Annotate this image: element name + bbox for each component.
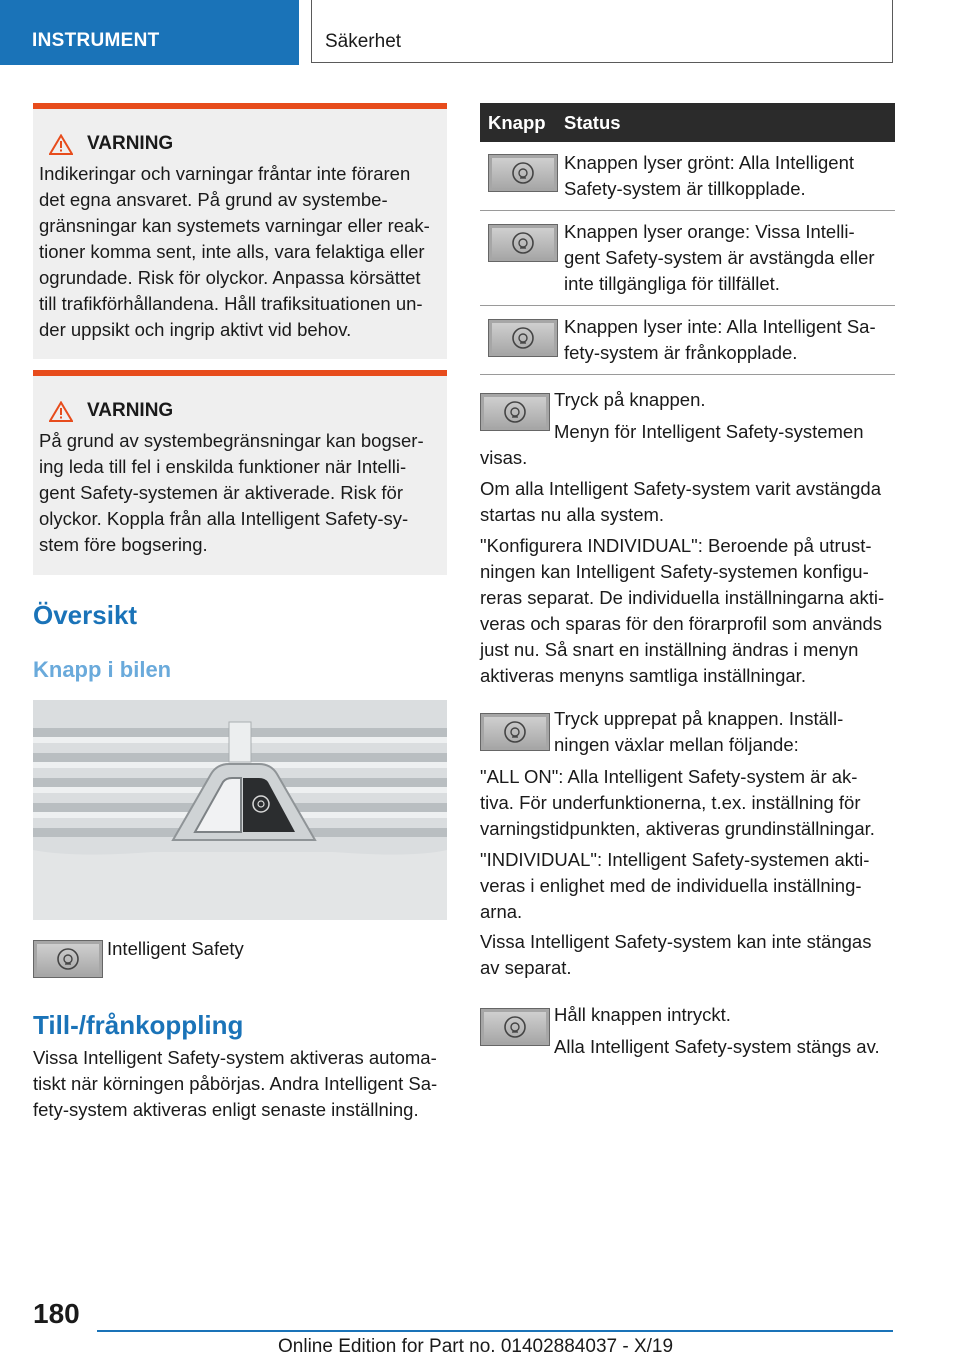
- intelligent-safety-button-icon: [33, 940, 103, 978]
- button-off-icon: [488, 319, 558, 357]
- step-hold: Håll knappen intryckt.: [554, 1004, 731, 1025]
- air-vent-illustration: [33, 700, 447, 920]
- button-icon: [480, 393, 550, 431]
- warning-title: VARNING: [87, 133, 174, 154]
- step-repeat: Tryck upprepat på knappen. Inställ‐ ningen växlar mellan följande:: [554, 708, 844, 755]
- warning-text: På grund av systembegränsningar kan bogser‐ ing leda till fel i enskilda funktioner när Intelli‐ gent Safety-systemen är aktiverade. Risk för olyckor. Koppla från alla Intelligent Safety-sy‐ stem före bogsering.: [39, 430, 424, 555]
- step-press-result: Menyn för Intelligent Safety-systemen: [554, 421, 864, 442]
- edition-text: Online Edition for Part no. 01402884037 - X/19: [278, 1336, 674, 1357]
- warning-box-2: [33, 370, 447, 575]
- status-cell: Knappen lyser grönt: Alla Intelligent Safety-system är tillkopplade.: [564, 142, 895, 211]
- status-cell: Knappen lyser orange: Vissa Intelli‐ gent Safety-system är avstängda eller inte tillgängliga för tillfället.: [564, 211, 895, 306]
- warning-triangle-icon: [49, 401, 73, 422]
- section-label: INSTRUMENT: [32, 30, 160, 51]
- paragraph-all-on: "ALL ON": Alla Intelligent Safety-system är ak‐ tiva. För underfunktionerna, t.ex. inställning för varningstidpunkten, aktiveras grundinställningar.: [480, 766, 875, 839]
- paragraph-configure: "Konfigurera INDIVIDUAL": Beroende på utrust‐ ningen kan Intelligent Safety-systemen konfigu‐ reras separat. De individuella inställningarna akti‐ veras och sparas för den förarprofil som används just nu. Så snart en inställning ändras i menyn aktiveras menyns samtliga inställningar.: [480, 535, 885, 686]
- column-header-button: Knapp: [480, 103, 564, 142]
- warning-box-1: [33, 103, 447, 359]
- section-tab: [0, 0, 299, 65]
- table-row: [480, 306, 895, 375]
- button-icon: [480, 1008, 550, 1046]
- button-location-heading: Knapp i bilen: [33, 657, 172, 682]
- table-row: [480, 142, 895, 211]
- column-header-status: Status: [564, 103, 895, 142]
- paragraph-individual: "INDIVIDUAL": Intelligent Safety-systemen akti‐ veras i enlighet med de individuella inställning‐ arna.: [480, 849, 870, 922]
- paragraph-all-off: Om alla Intelligent Safety-system varit avstängda startas nu alla system.: [480, 478, 882, 525]
- step-press: Tryck på knappen.: [554, 389, 706, 410]
- button-caption: Intelligent Safety: [107, 938, 244, 959]
- table-row: [480, 211, 895, 306]
- chapter-tab: [311, 0, 893, 63]
- footer-divider: [97, 1330, 893, 1332]
- button-orange-icon: [488, 224, 558, 262]
- toggle-text: Vissa Intelligent Safety-system aktiveras automa‐ tiskt när körningen påbörjas. Andra Intelligent Sa‐ fety-system aktiveras enligt senaste inställning.: [33, 1047, 438, 1120]
- warning-triangle-icon: [49, 134, 73, 155]
- warning-title: VARNING: [87, 400, 174, 421]
- chapter-label: Säkerhet: [325, 31, 402, 52]
- paragraph-some: Vissa Intelligent Safety-system kan inte stängas av separat.: [480, 931, 872, 978]
- step-hold-result: Alla Intelligent Safety-system stängs av.: [554, 1036, 880, 1057]
- toggle-heading: Till-/frånkoppling: [33, 1010, 244, 1040]
- button-icon: [480, 713, 550, 751]
- button-green-icon: [488, 154, 558, 192]
- step-press-result-cont: visas.: [480, 447, 528, 468]
- status-table: [480, 103, 895, 375]
- overview-heading: Översikt: [33, 600, 138, 630]
- status-cell: Knappen lyser inte: Alla Intelligent Sa‐ fety-system är frånkopplade.: [564, 306, 895, 375]
- vehicle-button-photo: [33, 700, 447, 920]
- page-number: 180: [33, 1298, 80, 1329]
- warning-text: Indikeringar och varningar fråntar inte föraren det egna ansvaret. På grund av systembe‐ gränsningar kan systemets varningar eller reak‐ tioner komma sent, inte alls, vara felaktiga eller ogrundade. Risk för olyckor. Anpassa körsättet till trafikförhållandena. Håll trafiksituationen un‐ der uppsikt och ingrip aktivt vid behov.: [39, 163, 430, 340]
